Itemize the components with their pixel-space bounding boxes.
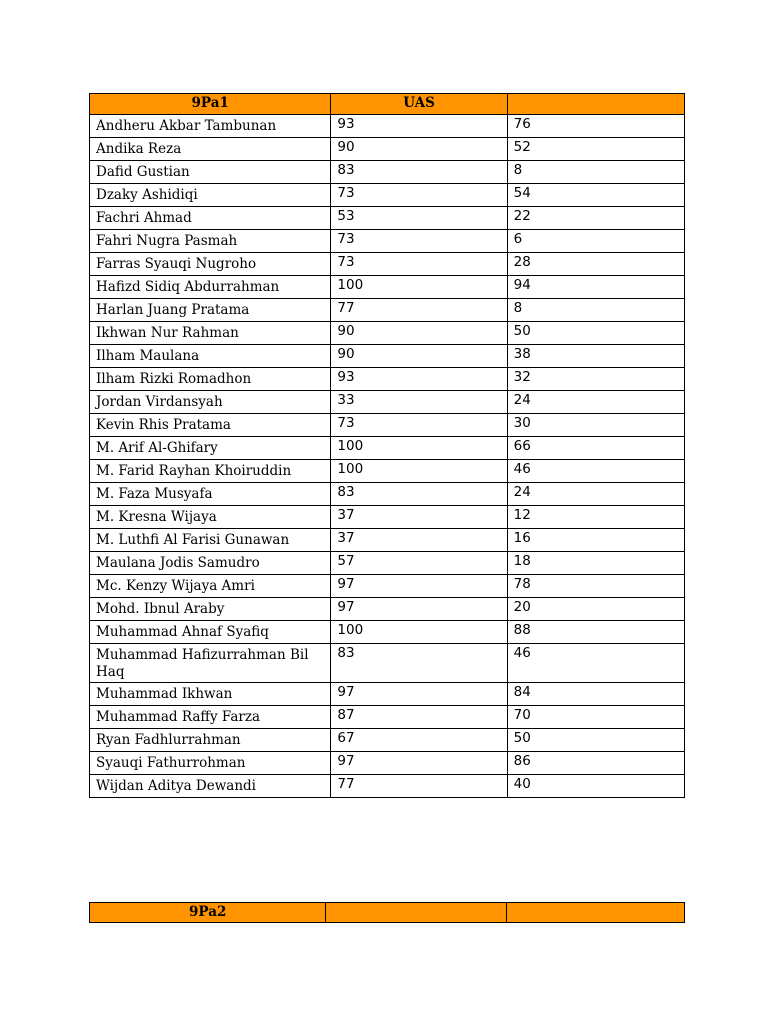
second-score-cell: 46: [507, 460, 684, 483]
second-score-cell: 88: [507, 621, 684, 644]
table-row: [90, 621, 685, 644]
grade-table-9pa2: [89, 902, 685, 923]
uas-score-cell: 90: [331, 322, 507, 345]
table-row: [90, 552, 685, 575]
student-name-cell: Jordan Virdansyah: [90, 391, 331, 414]
uas-score-cell: 53: [331, 207, 507, 230]
second-score-cell: 70: [507, 706, 684, 729]
table-row: [90, 299, 685, 322]
student-name-cell: Fahri Nugra Pasmah: [90, 230, 331, 253]
uas-score-cell: 100: [331, 460, 507, 483]
student-name-cell: Dafid Gustian: [90, 161, 331, 184]
second-score-cell: 52: [507, 138, 684, 161]
student-name-cell: Syauqi Fathurrohman: [90, 752, 331, 775]
second-score-cell: 66: [507, 437, 684, 460]
second-score-cell: 28: [507, 253, 684, 276]
student-name-cell: Andika Reza: [90, 138, 331, 161]
table-row: [90, 575, 685, 598]
second-score-cell: 40: [507, 775, 684, 798]
second-score-cell: 46: [507, 644, 684, 683]
second-score-cell: 18: [507, 552, 684, 575]
student-name-cell: Hafizd Sidiq Abdurrahman: [90, 276, 331, 299]
second-score-cell: 32: [507, 368, 684, 391]
header-class: 9Pa2: [90, 903, 326, 923]
table-row: [90, 483, 685, 506]
header-uas: UAS: [331, 94, 507, 115]
second-score-cell: 78: [507, 575, 684, 598]
uas-score-cell: 67: [331, 729, 507, 752]
student-name-cell: Ilham Maulana: [90, 345, 331, 368]
second-score-cell: 76: [507, 115, 684, 138]
table-row: [90, 729, 685, 752]
table-row: [90, 207, 685, 230]
table-row: [90, 598, 685, 621]
table-row: [90, 391, 685, 414]
uas-score-cell: 93: [331, 115, 507, 138]
table-header-row: [90, 94, 685, 115]
second-score-cell: 30: [507, 414, 684, 437]
uas-score-cell: 93: [331, 368, 507, 391]
table-row: [90, 138, 685, 161]
student-name-cell: M. Farid Rayhan Khoiruddin: [90, 460, 331, 483]
uas-score-cell: 87: [331, 706, 507, 729]
table-row: [90, 644, 685, 683]
uas-score-cell: 97: [331, 575, 507, 598]
student-name-cell: Mohd. Ibnul Araby: [90, 598, 331, 621]
table-row: [90, 437, 685, 460]
table-row: [90, 775, 685, 798]
table-row: [90, 161, 685, 184]
student-name-cell: M. Faza Musyafa: [90, 483, 331, 506]
uas-score-cell: 83: [331, 644, 507, 683]
student-name-cell: Dzaky Ashidiqi: [90, 184, 331, 207]
table-row: [90, 752, 685, 775]
student-name-cell: Ryan Fadhlurrahman: [90, 729, 331, 752]
second-score-cell: 20: [507, 598, 684, 621]
uas-score-cell: 97: [331, 598, 507, 621]
table-row: [90, 460, 685, 483]
student-name-cell: Kevin Rhis Pratama: [90, 414, 331, 437]
uas-score-cell: 37: [331, 506, 507, 529]
table-header-row: [90, 903, 685, 923]
table-row: [90, 253, 685, 276]
header-col3: [506, 903, 684, 923]
table-row: [90, 322, 685, 345]
uas-score-cell: 77: [331, 299, 507, 322]
uas-score-cell: 33: [331, 391, 507, 414]
second-score-cell: 54: [507, 184, 684, 207]
header-class: 9Pa1: [90, 94, 331, 115]
uas-score-cell: 83: [331, 161, 507, 184]
uas-score-cell: 90: [331, 345, 507, 368]
table-row: [90, 506, 685, 529]
second-score-cell: 8: [507, 299, 684, 322]
student-name-cell: Mc. Kenzy Wijaya Amri: [90, 575, 331, 598]
student-name-cell: Ikhwan Nur Rahman: [90, 322, 331, 345]
table-row: [90, 276, 685, 299]
student-name-cell: M. Luthfi Al Farisi Gunawan: [90, 529, 331, 552]
student-name-cell: Muhammad Ikhwan: [90, 683, 331, 706]
uas-score-cell: 97: [331, 683, 507, 706]
second-score-cell: 50: [507, 322, 684, 345]
second-score-cell: 22: [507, 207, 684, 230]
student-name-cell: Ilham Rizki Romadhon: [90, 368, 331, 391]
table-row: [90, 529, 685, 552]
uas-score-cell: 57: [331, 552, 507, 575]
uas-score-cell: 100: [331, 276, 507, 299]
second-score-cell: 8: [507, 161, 684, 184]
grade-table-9pa1: [89, 93, 685, 798]
second-score-cell: 6: [507, 230, 684, 253]
second-score-cell: 16: [507, 529, 684, 552]
student-name-cell: Wijdan Aditya Dewandi: [90, 775, 331, 798]
table-row: [90, 184, 685, 207]
second-score-cell: 12: [507, 506, 684, 529]
second-score-cell: 24: [507, 483, 684, 506]
uas-score-cell: 97: [331, 752, 507, 775]
student-name-cell: Maulana Jodis Samudro: [90, 552, 331, 575]
uas-score-cell: 100: [331, 621, 507, 644]
uas-score-cell: 100: [331, 437, 507, 460]
student-name-cell: Fachri Ahmad: [90, 207, 331, 230]
student-name-cell: M. Kresna Wijaya: [90, 506, 331, 529]
table-row: [90, 706, 685, 729]
uas-score-cell: 77: [331, 775, 507, 798]
uas-score-cell: 90: [331, 138, 507, 161]
second-score-cell: 38: [507, 345, 684, 368]
student-name-cell: M. Arif Al-Ghifary: [90, 437, 331, 460]
student-name-cell: Farras Syauqi Nugroho: [90, 253, 331, 276]
second-score-cell: 84: [507, 683, 684, 706]
uas-score-cell: 73: [331, 230, 507, 253]
table-row: [90, 414, 685, 437]
header-col2: [326, 903, 506, 923]
student-name-cell: Andheru Akbar Tambunan: [90, 115, 331, 138]
uas-score-cell: 83: [331, 483, 507, 506]
table-row: [90, 230, 685, 253]
uas-score-cell: 73: [331, 253, 507, 276]
uas-score-cell: 73: [331, 184, 507, 207]
second-score-cell: 50: [507, 729, 684, 752]
table-row: [90, 115, 685, 138]
table-row: [90, 368, 685, 391]
student-name-cell: Muhammad Hafizurrahman Bil Haq: [90, 644, 331, 683]
table-row: [90, 683, 685, 706]
header-score: [507, 94, 684, 115]
table-row: [90, 345, 685, 368]
uas-score-cell: 73: [331, 414, 507, 437]
second-score-cell: 86: [507, 752, 684, 775]
uas-score-cell: 37: [331, 529, 507, 552]
student-name-cell: Muhammad Raffy Farza: [90, 706, 331, 729]
second-score-cell: 94: [507, 276, 684, 299]
second-score-cell: 24: [507, 391, 684, 414]
student-name-cell: Harlan Juang Pratama: [90, 299, 331, 322]
student-name-cell: Muhammad Ahnaf Syafiq: [90, 621, 331, 644]
